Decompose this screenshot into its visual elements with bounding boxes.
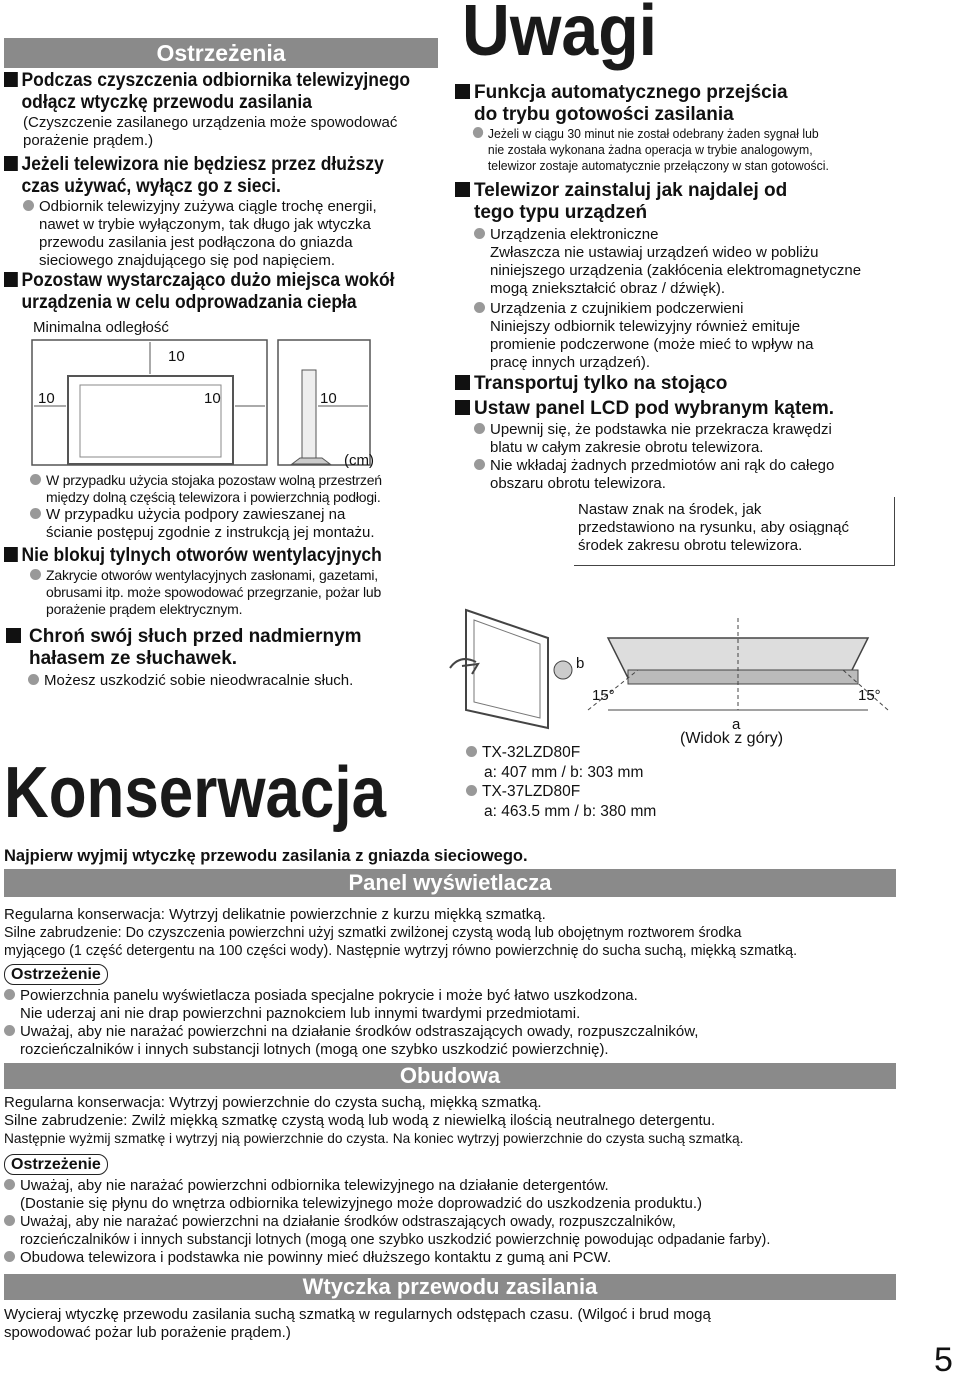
round-bullet-icon — [30, 569, 41, 580]
model-dims: a: 463.5 mm / b: 380 mm — [484, 802, 657, 820]
text-line: promienie podczerwone (może mieć to wpływ na — [490, 336, 814, 353]
heading-line: Telewizor zainstaluj jak najdalej od — [474, 180, 788, 201]
page-number: 5 — [934, 1341, 953, 1379]
warning-section-hearing — [4, 626, 444, 690]
rotate-indicator-icon — [554, 661, 572, 679]
square-bullet-icon — [455, 400, 470, 415]
round-bullet-icon — [474, 459, 485, 470]
text-line: rozcieńczalników i innych substancji lotnych (mogą one szybko uszkodzić powierzchnię). — [20, 1041, 609, 1058]
round-bullet-icon — [4, 1251, 15, 1262]
right-clearance-value: 10 — [204, 390, 221, 407]
text-line: Nastaw znak na środek, jak — [578, 501, 762, 518]
uwagi-section-distance — [455, 180, 955, 372]
text-line: Obudowa telewizora i podstawka nie powinny mieć dłuższego kontaktu z gumą ani PCW. — [20, 1249, 612, 1266]
square-bullet-icon — [4, 272, 18, 287]
round-bullet-icon — [473, 127, 483, 138]
uwagi-transport-heading — [455, 373, 727, 395]
tv-front-screen — [80, 385, 221, 457]
heading-line: tego typu urządzeń — [474, 202, 648, 223]
side-clearance-value: 10 — [320, 390, 337, 407]
heading-line: Podczas czyszczenia odbiornika telewizyjnego — [21, 70, 411, 91]
text-line: nawet w trybie wyłączonym, tak długo jak wtyczka — [39, 216, 371, 233]
text-line: mogą zniekształcić obraz / dźwięk). — [490, 280, 726, 297]
square-bullet-icon — [4, 547, 18, 562]
tv-base-top-view — [628, 670, 858, 684]
case-title-bar — [4, 1063, 896, 1089]
top-clearance-value: 10 — [168, 348, 185, 365]
konserwacja-intro: Najpierw wyjmij wtyczkę przewodu zasilania z gniazda sieciowego. — [4, 847, 528, 865]
square-bullet-icon — [4, 156, 18, 171]
plug-title: Wtyczka przewodu zasilania — [302, 1274, 598, 1299]
text-line: Zwłaszcza nie ustawiaj urządzeń wideo w pobliżu — [490, 244, 819, 261]
case-section — [4, 1094, 924, 1267]
text-line: Jeżeli w ciągu 30 minut nie został odebrany żaden sygnał lub — [487, 126, 819, 141]
text-line: Niniejszy odbiornik telewizyjny również emituje — [490, 318, 801, 335]
round-bullet-icon — [466, 785, 477, 796]
model-dimensions — [466, 743, 766, 821]
text-line: niniejszego urządzenia (zakłócenia elektromagnetyczne — [490, 262, 862, 279]
text-line: porażenie prądem.) — [23, 132, 154, 149]
dimension-a-label: a — [732, 716, 741, 733]
tv-stand-side — [292, 458, 330, 464]
text-line: Regularna konserwacja: Wytrzyj powierzchnie do czysta suchą, miękką szmatką. — [4, 1094, 542, 1111]
right-angle-label: 15° — [858, 687, 881, 704]
case-warning-badge: Ostrzeżenie — [4, 1154, 108, 1175]
unit-label: (cm) — [344, 452, 374, 469]
alignment-note-box — [574, 497, 895, 566]
text-line: przedstawiono na rysunku, aby osiągnąć — [578, 519, 849, 536]
text-line: pracę innych urządzeń). — [490, 354, 651, 371]
heading-line: odłącz wtyczkę przewodu zasilania — [21, 92, 312, 113]
text-line: ścianie postępuj zgodnie z instrukcją jej montażu. — [46, 524, 375, 541]
heading-line: hałasem ze słuchawek. — [29, 648, 238, 669]
round-bullet-icon — [466, 746, 477, 757]
text-line: Nie uderzaj ani nie drap powierzchni paznokciem lub innymi twardymi przedmiotami. — [20, 1005, 581, 1022]
text-line: Uważaj, aby nie narażać powierzchni odbiornika telewizyjnego na działanie detergentów. — [20, 1177, 609, 1194]
panel-section — [4, 906, 924, 1059]
text-line: przewodu zasilania jest podłączona do gniazda — [39, 234, 353, 251]
warnings-title: Ostrzeżenia — [156, 40, 286, 66]
uwagi-title: Uwagi — [462, 0, 658, 71]
text-line: Nie wkładaj żadnych przedmiotów ani rąk do całego — [490, 457, 835, 474]
round-bullet-icon — [4, 1215, 15, 1226]
text-line: obrusami itp. może spowodować przegrzanie, pożar lub — [46, 584, 382, 600]
text-line: Silne zabrudzenie: Zwilż miękką szmatkę czystą wodą lub wodą z niewielką ilością neutralnego detergentu. — [4, 1112, 716, 1129]
text-line: porażenie prądem elektrycznym. — [46, 601, 243, 617]
dimension-b-label: b — [576, 655, 585, 672]
round-bullet-icon — [4, 989, 15, 1000]
text-line: W przypadku użycia stojaka pozostaw wolną przestrzeń — [46, 472, 382, 488]
text-line: obszaru obrotu telewizora. — [490, 475, 666, 492]
text-line: Możesz uszkodzić sobie nieodwracalnie słuch. — [44, 672, 354, 689]
warning-space-bullets — [30, 472, 450, 542]
square-bullet-icon — [455, 84, 470, 99]
text-line: Powierzchnia panelu wyświetlacza posiada specjalne pokrycie i może być łatwo uszkodzona. — [20, 987, 638, 1004]
panel-title-bar — [4, 869, 896, 897]
text-line: sieciowego znajdującego się pod napięciem. — [39, 252, 336, 269]
text-line: rozcieńczalników i innych substancji lotnych (mogą one szybko uszkodzić powierzchnię powodując odpadanie farby). — [20, 1232, 771, 1248]
text-line: Wycieraj wtyczkę przewodu zasilania suchą szmatką w regularnych odstępach czasu. (Wilgoć i brud mogą — [4, 1306, 711, 1323]
text-line: Uważaj, aby nie narażać powierzchni na działanie środków odstraszających owady, rozpuszczalników, — [20, 1023, 699, 1040]
text-line: nie została wykonana żadna operacja w trybie analogowym, — [487, 142, 813, 157]
case-title: Obudowa — [399, 1063, 501, 1088]
text-line: Upewnij się, że podstawka nie przekracza krawędzi — [490, 421, 832, 438]
left-clearance-value: 10 — [38, 390, 55, 407]
text-line: Odbiornik telewizyjny zużywa ciągle trochę energii, — [39, 198, 377, 215]
warning-section-cleaning — [4, 70, 444, 150]
text-line: Zakrycie otworów wentylacyjnych zasłonami, gazetami, — [46, 567, 378, 583]
square-bullet-icon — [455, 182, 470, 197]
warning-section-ventilation — [4, 545, 444, 618]
model-name: TX-32LZD80F — [482, 744, 581, 761]
text-line: Urządzenia elektroniczne — [490, 226, 659, 243]
left-angle-label: 15° — [592, 687, 615, 704]
uwagi-angle-bullets — [474, 421, 954, 493]
text-line: Silne zabrudzenie: Do czyszczenia powierzchni użyj szmatki zwilżonej czystą wodą lub obojętnym roztworem środka — [4, 925, 742, 941]
warning-section-space — [4, 270, 444, 337]
round-bullet-icon — [474, 423, 485, 434]
text-line: myjącego (1 część detergentu na 100 części wody). Następnie wytrzyj równo powierzchnię do sucha suchą, miękką szmatką. — [4, 943, 798, 959]
heading-line: Nie blokuj tylnych otworów wentylacyjnych — [21, 545, 382, 566]
uwagi-section-standby — [455, 82, 955, 174]
round-bullet-icon — [30, 508, 41, 519]
heading-line: Transportuj tylko na stojąco — [474, 373, 728, 394]
tv-side-outline — [302, 370, 316, 460]
text-line: Regularna konserwacja: Wytrzyj delikatnie powierzchnie z kurzu miękką szmatką. — [4, 906, 546, 923]
heading-line: do trybu gotowości zasilania — [474, 104, 734, 125]
square-bullet-icon — [455, 375, 470, 390]
round-bullet-icon — [4, 1179, 15, 1190]
text-line: Uważaj, aby nie narażać powierzchni na działanie środków odstraszających owady, rozpuszczalników, — [20, 1214, 676, 1230]
panel-warning-badge: Ostrzeżenie — [4, 964, 108, 985]
round-bullet-icon — [474, 228, 485, 239]
warnings-title-bar — [4, 38, 438, 68]
plug-title-bar — [4, 1274, 896, 1300]
text-line: (Czyszczenie zasilanego urządzenia może spowodować — [23, 114, 398, 131]
text-line: Urządzenia z czujnikiem podczerwieni — [490, 300, 744, 317]
swivel-diagram — [448, 560, 953, 740]
text-line: środek zakresu obrotu telewizora. — [578, 537, 803, 554]
round-bullet-icon — [30, 474, 41, 485]
text-line: telewizor zostaje automatycznie przełączony w stan gotowości. — [487, 158, 829, 173]
model-name: TX-37LZD80F — [482, 783, 581, 800]
heading-line: Funkcja automatycznego przejścia — [474, 82, 788, 103]
heading-line: czas używać, wyłącz go z sieci. — [21, 176, 281, 197]
round-bullet-icon — [4, 1025, 15, 1036]
heading-line: Jeżeli telewizora nie będziesz przez dłuższy — [21, 154, 384, 175]
model-dims: a: 407 mm / b: 303 mm — [484, 763, 644, 781]
warning-section-unplug — [4, 154, 444, 270]
text-line: blatu w całym zakresie obrotu telewizora. — [490, 439, 764, 456]
top-view-label: (Widok z góry) — [680, 730, 784, 747]
min-distance-label: Minimalna odległość — [33, 319, 169, 336]
text-line: (Dostanie się płynu do wnętrza odbiornika telewizyjnego może doprowadzić do uszkodzenia produktu.) — [20, 1195, 703, 1212]
round-bullet-icon — [23, 200, 34, 211]
square-bullet-icon — [4, 72, 18, 87]
heading-line: Chroń swój słuch przed nadmiernym — [29, 626, 362, 647]
heading-line: Ustaw panel LCD pod wybranym kątem. — [474, 398, 835, 419]
round-bullet-icon — [474, 302, 485, 313]
text-line: między dolną częścią telewizora i powierzchnią podłogi. — [46, 489, 381, 505]
konserwacja-title: Konserwacja — [4, 753, 387, 833]
text-line: spowodować pożar lub porażenie prądem.) — [4, 1324, 291, 1341]
text-line: Następnie wyżmij szmatkę i wytrzyj nią powierzchnie do czysta. Na koniec wytrzyj powierzchnie do czysta suchą szmatką. — [4, 1131, 744, 1146]
square-bullet-icon — [6, 628, 21, 643]
text-line: W przypadku użycia podpory zawieszanej na — [46, 506, 346, 523]
heading-line: Pozostaw wystarczająco dużo miejsca wokół — [21, 270, 395, 291]
uwagi-angle-heading — [455, 398, 834, 420]
plug-section — [4, 1306, 924, 1342]
heading-line: urządzenia w celu odprowadzania ciepła — [21, 292, 357, 313]
panel-title: Panel wyświetlacza — [348, 870, 552, 895]
round-bullet-icon — [28, 674, 39, 685]
